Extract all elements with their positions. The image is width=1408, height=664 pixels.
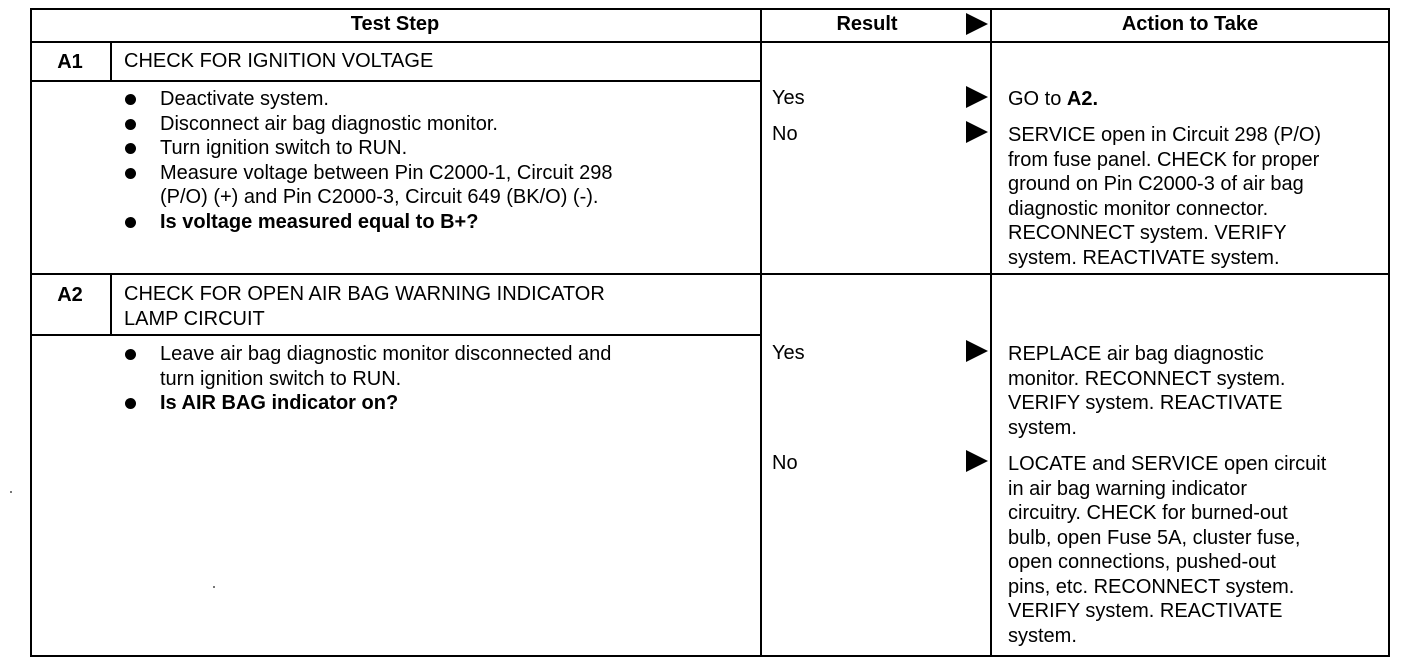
a1-yes-action xyxy=(1008,87,1098,112)
step-id-divider-a2 xyxy=(110,273,112,336)
step-a1-bullet-list xyxy=(122,87,612,234)
bullet-text: turn ignition switch to RUN. xyxy=(160,367,402,390)
a1-result-no: No xyxy=(772,123,798,145)
action-line: pins, etc. RECONNECT system. xyxy=(1008,575,1295,598)
table-right-border xyxy=(1388,8,1390,657)
header-result: Result xyxy=(836,13,898,35)
step-a2-bullet-list xyxy=(122,342,611,416)
list-item xyxy=(122,391,611,416)
action-line: in air bag warning indicator xyxy=(1008,477,1248,500)
action-line: ground on Pin C2000-3 of air bag xyxy=(1008,173,1304,195)
bullet-text: Deactivate system. xyxy=(160,88,329,110)
action-line: bulb, open Fuse 5A, cluster fuse, xyxy=(1008,526,1301,549)
header-result-arrow-icon xyxy=(966,13,988,35)
a2-yes-arrow-icon xyxy=(966,340,988,362)
table-top-border xyxy=(30,8,1390,10)
action-line: system. REACTIVATE system. xyxy=(1008,246,1280,269)
step-id-divider-a1 xyxy=(110,41,112,82)
header-test-step: Test Step xyxy=(350,13,440,35)
action-line: monitor. RECONNECT system. xyxy=(1008,367,1286,390)
list-item xyxy=(122,136,612,161)
action-line: from fuse panel. CHECK for proper xyxy=(1008,148,1320,171)
action-line: VERIFY system. REACTIVATE xyxy=(1008,600,1283,622)
action-line: diagnostic monitor connector. xyxy=(1008,197,1269,220)
a2-yes-action xyxy=(1008,342,1285,440)
action-line: system. xyxy=(1008,624,1077,647)
action-line: SERVICE open in Circuit 298 (P/O) xyxy=(1008,124,1322,146)
a1-no-arrow-icon xyxy=(966,121,988,143)
step-a1-title: CHECK FOR IGNITION VOLTAGE xyxy=(124,50,434,72)
step-a1-id: A1 xyxy=(57,51,83,73)
title-line: LAMP CIRCUIT xyxy=(124,307,265,330)
bullet-text: Disconnect air bag diagnostic monitor. xyxy=(160,112,498,135)
a1-result-yes: Yes xyxy=(772,87,805,109)
scan-speck xyxy=(213,586,215,588)
step-a2-id: A2 xyxy=(57,284,83,306)
scan-speck xyxy=(10,491,12,493)
a2-result-yes: Yes xyxy=(772,342,805,364)
list-item xyxy=(122,112,612,137)
a2-no-action xyxy=(1008,452,1326,648)
action-line: VERIFY system. REACTIVATE xyxy=(1008,392,1283,414)
table-left-border xyxy=(30,8,32,657)
title-line: CHECK FOR OPEN AIR BAG WARNING INDICATOR xyxy=(124,283,605,305)
list-item xyxy=(122,161,612,210)
bullet-text: Leave air bag diagnostic monitor disconnected and xyxy=(160,343,612,365)
step-a2-title xyxy=(124,282,605,331)
bullet-text: Measure voltage between Pin C2000-1, Circuit 298 xyxy=(160,161,613,184)
action-line: system. xyxy=(1008,416,1077,439)
a2-title-bottom-rule xyxy=(30,334,760,336)
step-reference: A2. xyxy=(1066,88,1099,110)
a1-yes-arrow-icon xyxy=(966,86,988,108)
test-result-divider xyxy=(760,8,762,657)
action-line: RECONNECT system. VERIFY xyxy=(1008,222,1287,244)
a1-title-bottom-rule xyxy=(30,80,760,82)
a2-result-no: No xyxy=(772,452,798,474)
list-item xyxy=(122,87,612,112)
action-line: circuitry. CHECK for burned-out xyxy=(1008,502,1288,524)
a1-row-bottom-rule xyxy=(30,273,1390,275)
a1-no-action xyxy=(1008,123,1321,270)
list-item xyxy=(122,210,612,235)
bullet-text: Turn ignition switch to RUN. xyxy=(160,137,408,159)
list-item xyxy=(122,342,611,391)
a2-no-arrow-icon xyxy=(966,450,988,472)
bullet-text: (P/O) (+) and Pin C2000-3, Circuit 649 (BK/O) (-). xyxy=(160,186,599,208)
header-bottom-rule xyxy=(30,41,1390,43)
action-line: open connections, pushed-out xyxy=(1008,551,1276,573)
table-bottom-border xyxy=(30,655,1390,657)
header-action: Action to Take xyxy=(1121,13,1259,35)
bullet-question: Is AIR BAG indicator on? xyxy=(160,392,399,414)
bullet-question: Is voltage measured equal to B+? xyxy=(160,210,479,233)
action-line: LOCATE and SERVICE open circuit xyxy=(1008,453,1327,475)
result-action-divider xyxy=(990,8,992,657)
action-line: REPLACE air bag diagnostic xyxy=(1008,343,1264,365)
action-text: GO to xyxy=(1008,88,1067,110)
